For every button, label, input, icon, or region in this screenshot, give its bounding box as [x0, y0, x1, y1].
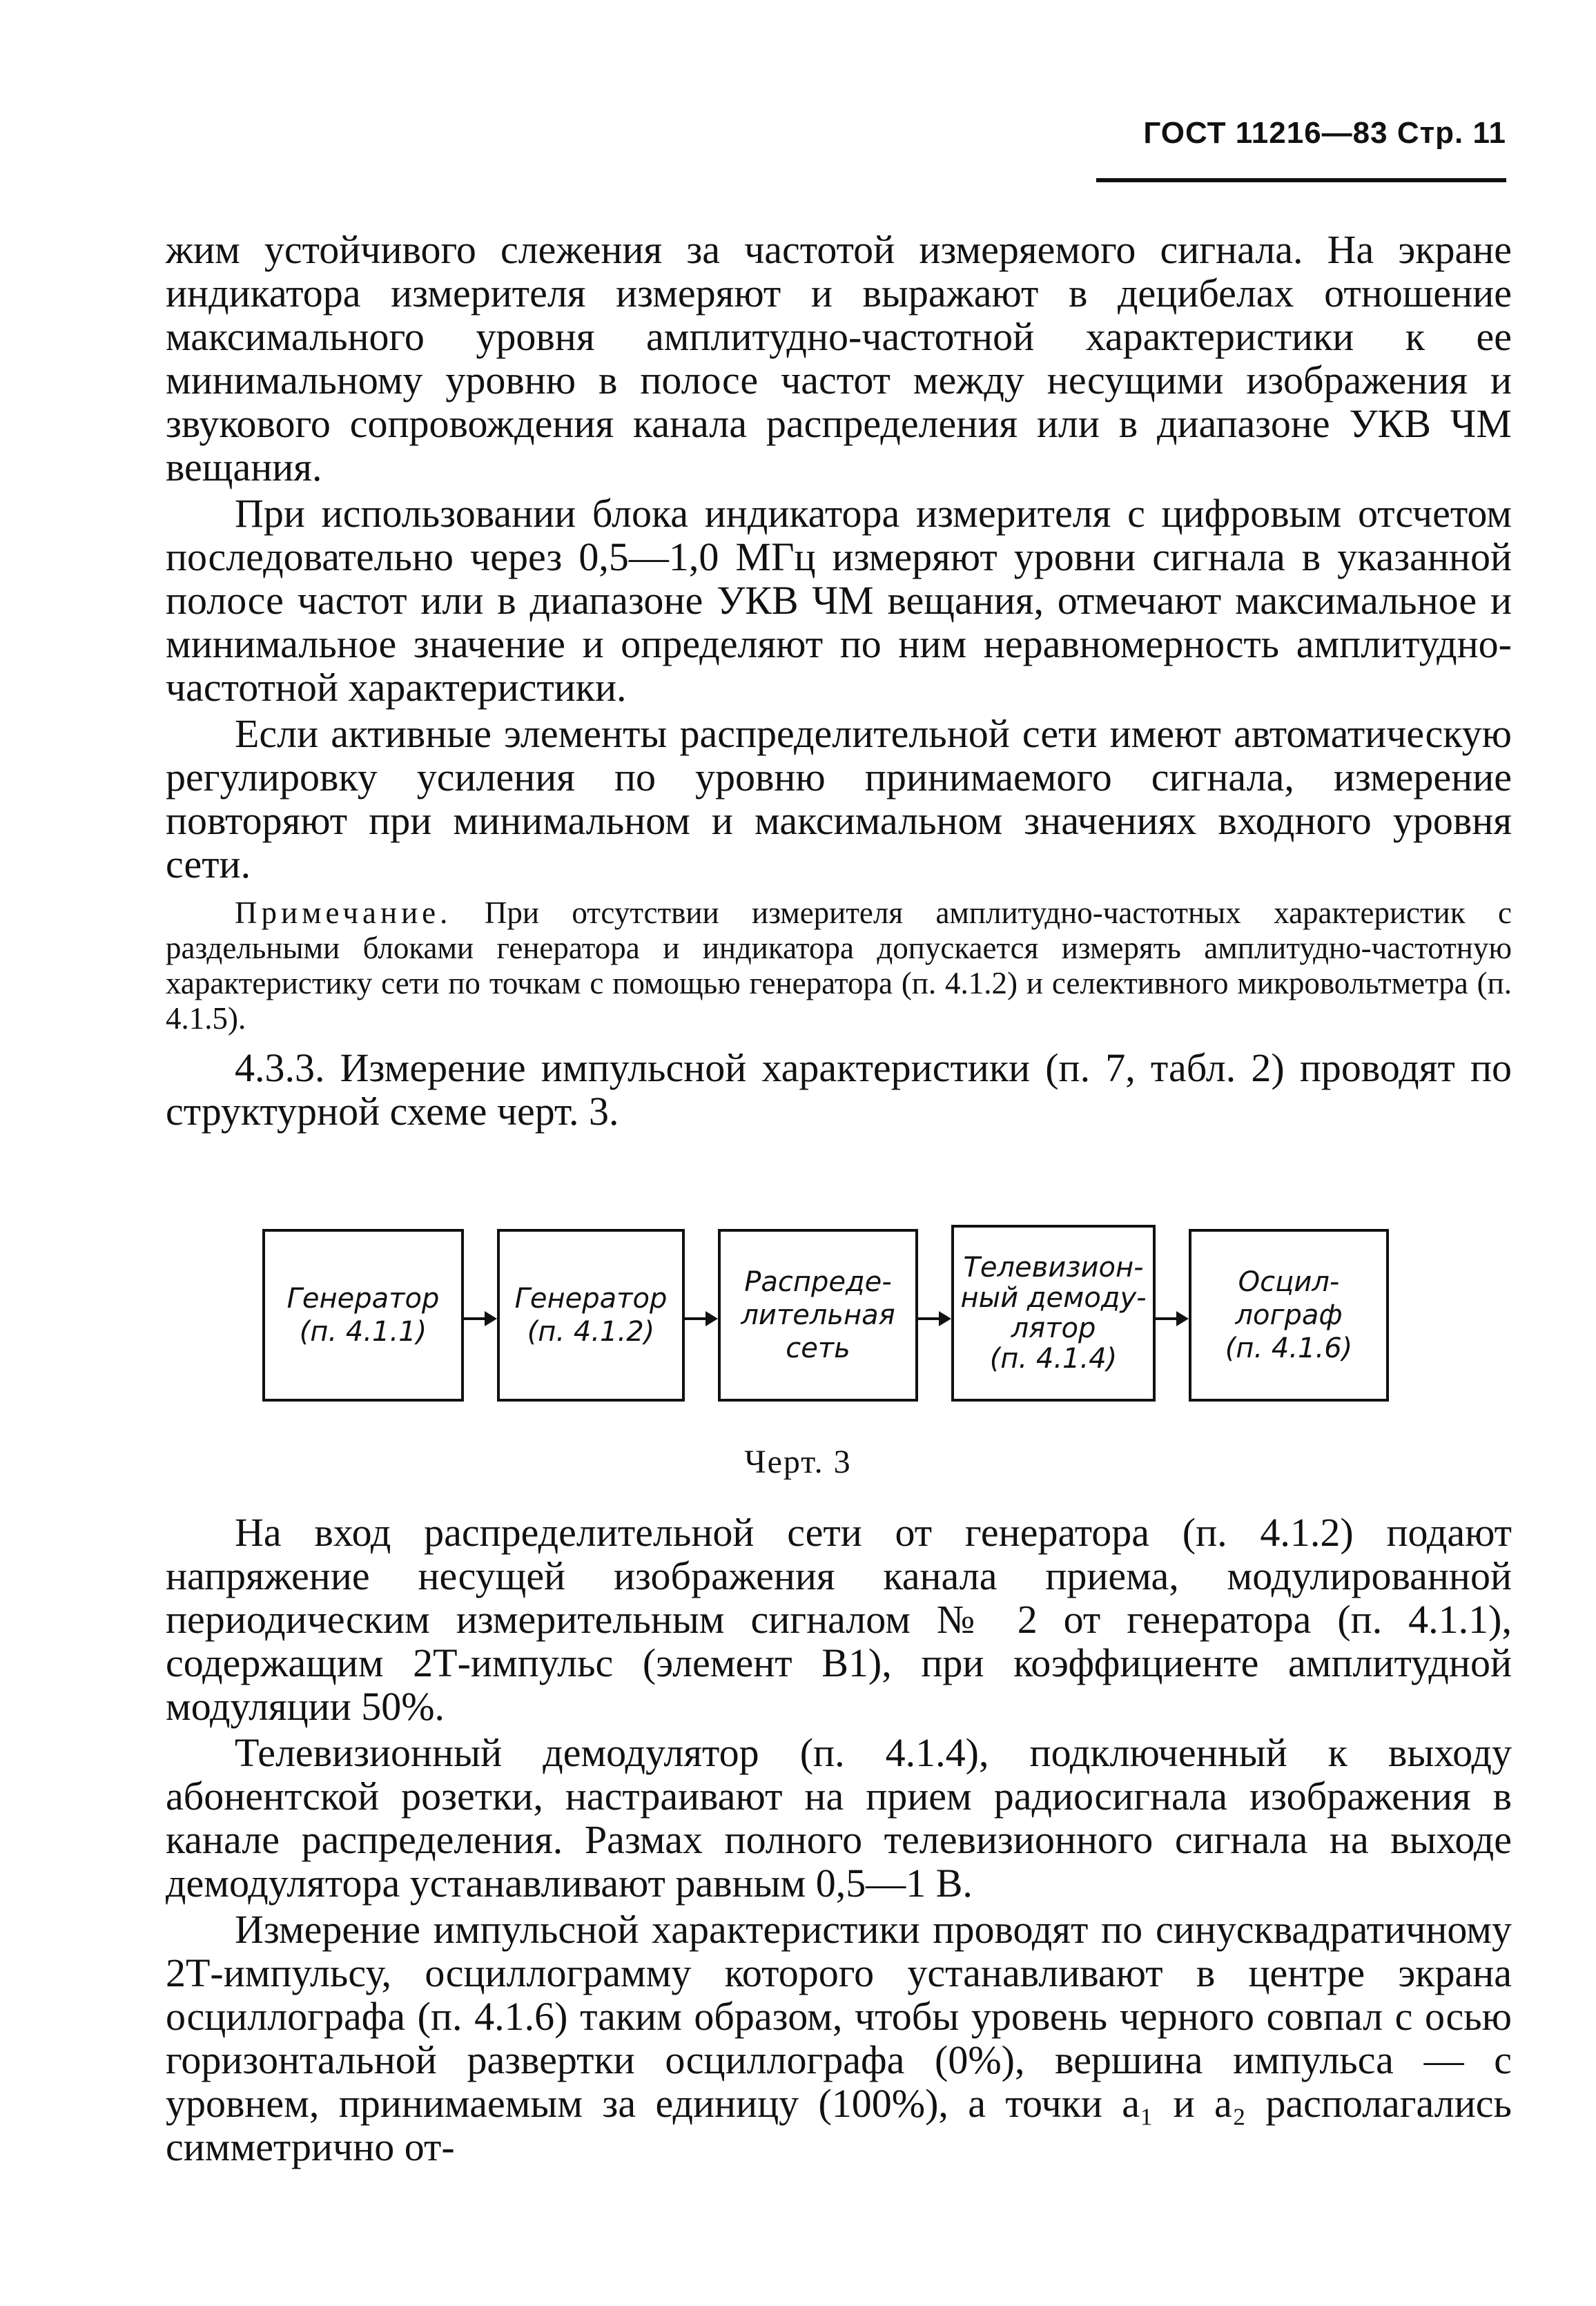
paragraph-2t-pulse: Измерение импульсной характеристики проводят по синусквадратичному 2Т-импульсу, осциллограмму которого устанавливают в центре экрана осциллографа (п. 4.1.6) таким образом, чтобы уровень черного совпал с осью горизонтальной развертки осциллографа (0%), вершина импульса — с уровнем, принимаемым за единицу (100%), а точки a₁ и a₂ располагались симметрично от-	[166, 1907, 1512, 2169]
box-label: ный демоду-	[960, 1282, 1147, 1314]
box-label: (п. 4.1.2)	[527, 1316, 655, 1348]
box-label: Генератор	[514, 1283, 668, 1315]
box-label: Телевизион-	[963, 1252, 1144, 1283]
arrow-icon	[464, 1317, 494, 1320]
bottom-text-block	[166, 1511, 1512, 2171]
diagram-box-distribution-network	[718, 1229, 918, 1402]
note	[166, 895, 1512, 1036]
box-label: (п. 4.1.4)	[989, 1343, 1118, 1375]
header-rule	[1096, 178, 1506, 182]
top-text-block	[166, 228, 1512, 1136]
paragraph-continued: жим устойчивого слежения за частотой измеряемого сигнала. На экране индикатора измерителя измеряют и выражают в децибелах отношение максимального уровня амплитудно-частотной характеристики к ее минимальному уровню в полосе частот между несущими изображения и звукового сопровождения канала распределения или в диапазоне УКВ ЧМ вещания.	[166, 227, 1512, 490]
box-label: лограф	[1235, 1299, 1343, 1331]
paragraph-agc: Если активные элементы распределительной сети имеют автоматическую регулировку усиления по уровню принимаемого сигнала, измерение повторяют при минимальном и максимальном значениях входного уровня сети.	[166, 711, 1512, 886]
figure-caption: Черт. 3	[744, 1444, 852, 1480]
section-4-3-3: 4.3.3. Измерение импульсной характеристики (п. 7, табл. 2) проводят по структурной схеме черт. 3.	[166, 1045, 1512, 1134]
box-label: (п. 4.1.1)	[299, 1316, 427, 1348]
box-label: Генератор	[286, 1283, 440, 1315]
diagram-box-oscilloscope	[1189, 1229, 1389, 1402]
box-label: лятор	[1011, 1312, 1096, 1344]
box-label: Распреде-	[744, 1266, 892, 1298]
box-label: лительная	[741, 1299, 895, 1331]
diagram-box-generator-2	[497, 1229, 685, 1402]
block-diagram	[262, 1221, 1436, 1428]
paragraph-input-signal: На вход распределительной сети от генератора (п. 4.1.2) подают напряжение несущей изображения канала приема, модулированной периодическим измерительным сигналом № 2 от генератора (п. 4.1.1), содержащим 2Т-импульс (элемент В1), при коэффициенте амплитудной модуляции 50%.	[166, 1510, 1512, 1729]
diagram-box-tv-demodulator	[951, 1225, 1156, 1402]
diagram-box-generator-1	[262, 1229, 464, 1402]
paragraph-demodulator: Телевизионный демодулятор (п. 4.1.4), подключенный к выходу абонентской розетки, настраивают на прием радиосигнала изображения в канале распределения. Размах полного телевизионного сигнала на выходе демодулятора устанавливают равным 0,5—1 В.	[166, 1730, 1512, 1906]
arrow-icon	[918, 1317, 948, 1320]
arrow-icon	[685, 1317, 715, 1320]
note-lead: Примечание.	[235, 895, 452, 930]
box-label: (п. 4.1.6)	[1225, 1333, 1353, 1364]
box-label: сеть	[786, 1333, 850, 1364]
paragraph-digital-readout: При использовании блока индикатора измерителя с цифровым отсчетом последовательно через 0,5—1,0 МГц измеряют уровни сигнала в указанной полосе частот или в диапазоне УКВ ЧМ вещания, отмечают максимальное и минимальное значение и определяют по ним неравномерность амплитудно-частотной характеристики.	[166, 491, 1512, 710]
note-text: При отсутствии измерителя амплитудно-частотных характеристик с раздельными блоками генератора и индикатора допускается измерять амплитудно-частотную характеристику сети по точкам с помощью генератора (п. 4.1.2) и селективного микровольтметра (п. 4.1.5).	[166, 895, 1512, 1036]
box-label: Осцил-	[1238, 1266, 1340, 1298]
page-header: ГОСТ 11216—83 Стр. 11	[1143, 116, 1506, 150]
arrow-icon	[1156, 1317, 1186, 1320]
